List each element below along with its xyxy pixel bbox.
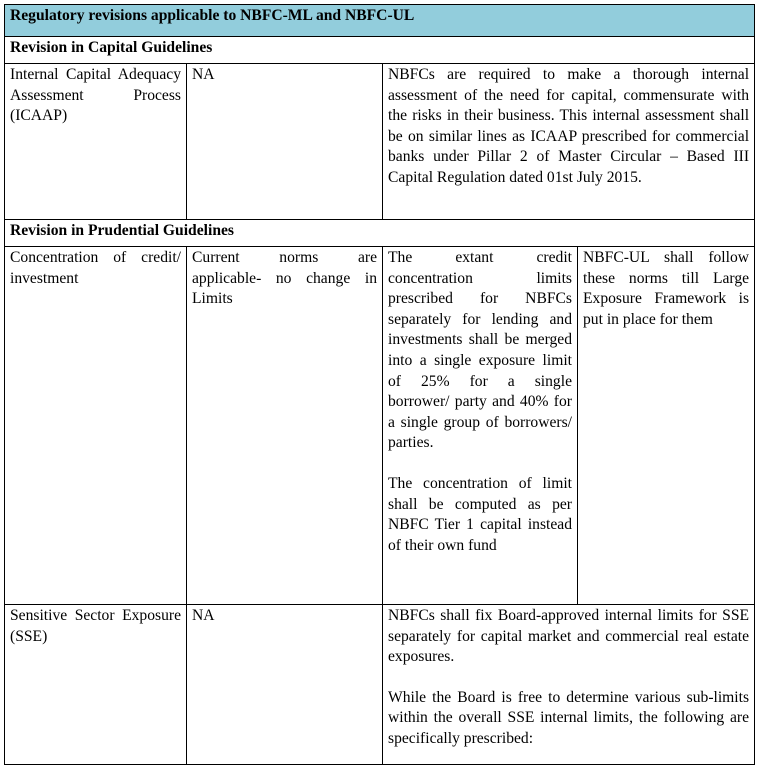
table-row-concentration (5, 247, 755, 605)
row-item-label: Internal Capital Adequacy Assessment Process (ICAAP) (10, 66, 181, 125)
row-revision-paragraph-1: NBFCs shall fix Board-approved internal limits for SSE separately for capital market and commercial real estate exposures. (388, 607, 750, 666)
row-revision-paragraph-2: While the Board is free to determine various sub-limits within the overall SSE internal limits, the following are specifically prescribed: (388, 688, 750, 747)
row-revision-paragraph-1: The extant credit concentration limits prescribed for NBFCs separately for lending and investments shall be merged into a single exposure limit of 25% for a single borrower/ party and 40% for a single group of borrowers/ parties. (388, 249, 572, 452)
row-current-cell (187, 605, 383, 765)
row-note-cell (578, 247, 755, 605)
row-item-cell (5, 64, 187, 220)
row-note-text: NBFC-UL shall follow these norms till Large Exposure Framework is put in place for them (583, 249, 750, 328)
row-current-cell (187, 64, 383, 220)
section-heading-row (5, 37, 755, 64)
row-current-value: NA (192, 66, 215, 83)
row-revision-paragraph-2: The concentration of limit shall be computed as per NBFC Tier 1 capital instead of their own fund (388, 474, 572, 554)
table-header-row (5, 5, 755, 37)
row-revision-cell (383, 247, 578, 605)
section-heading-capital: Revision in Capital Guidelines (5, 37, 755, 64)
row-revision-cell (383, 64, 755, 220)
row-item-cell (5, 247, 187, 605)
row-current-cell (187, 247, 383, 605)
row-item-label: Concentration of credit/ investment (10, 249, 181, 287)
row-current-value: NA (192, 607, 215, 624)
row-revision-cell (383, 605, 755, 765)
section-heading-row (5, 220, 755, 247)
row-item-cell (5, 605, 187, 765)
section-heading-prudential: Revision in Prudential Guidelines (5, 220, 755, 247)
table-row-icaap (5, 64, 755, 220)
row-current-value: Current norms are applicable- no change in Limits (192, 249, 377, 308)
row-item-label: Sensitive Sector Exposure (SSE) (10, 607, 181, 645)
table-row-sse (5, 605, 755, 765)
regulatory-revisions-table (4, 4, 755, 765)
row-revision-text: NBFCs are required to make a thorough internal assessment of the need for capital, commensurate with the risks in their business. This internal assessment shall be on similar lines as ICAAP prescribed for commercial banks under Pillar 2 of Master Circular – Based III Capital Regulation dated 01st July 2015. (388, 66, 750, 186)
table-title: Regulatory revisions applicable to NBFC-ML and NBFC-UL (5, 5, 755, 37)
